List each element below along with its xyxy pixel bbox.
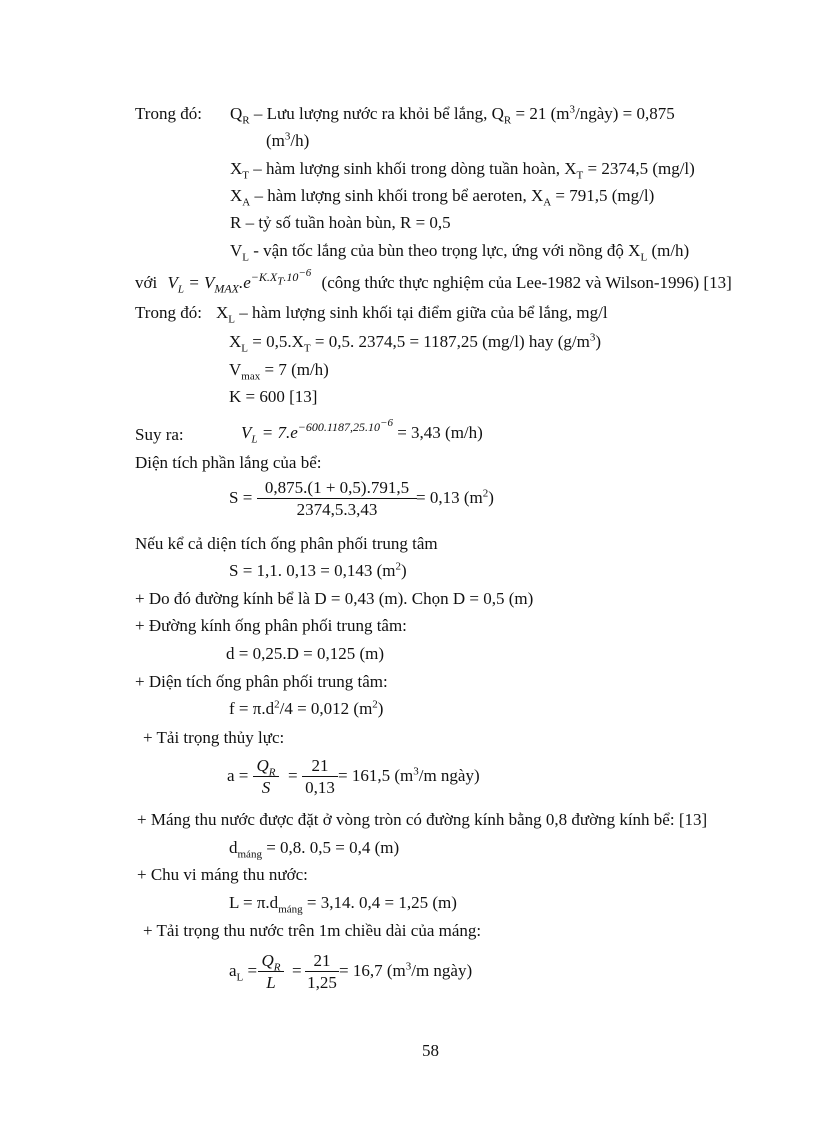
vl-formula: $V_L = V_{MAX}.e^{-K.X_T.10^{-6}}$ — [167, 267, 312, 296]
xl-definition: $X_L$ – hàm lượng sinh khối tại điểm giữa của bể lắng, mg/l — [216, 303, 608, 326]
pipe-area-title: + Diện tích ống phân phối trung tâm: — [135, 672, 388, 691]
tank-diameter: + Do đó đường kính bể là D = 0,43 (m). Chọn D = 0,5 (m) — [135, 589, 534, 608]
area-result: = 0,13 $(m^2)$ — [416, 487, 494, 507]
weir-result: = 16,7 ($m^3/m$ ngày) — [339, 960, 473, 980]
xl-calc: $X_L = 0,5.X_T = 0,5$. 2374,5 = 1187,25 (mg/l) hay $(g/m^3)$ — [229, 331, 601, 355]
vmax-value: $V_{max} = 7$ (m/h) — [229, 360, 329, 383]
weir-fraction-2: 21 1,25 — [305, 951, 339, 994]
r-definition: R – tỷ số tuần hoàn bùn, R = 0,5 — [230, 213, 451, 232]
qr-unit: $(m^3/h)$ — [266, 130, 310, 150]
hydraulic-load-title: + Tải trọng thủy lực: — [143, 728, 285, 747]
trough-diameter: $d_{máng} = 0,8$. 0,5 = 0,4 (m) — [229, 838, 400, 861]
vl-definition: $V_L$ - vận tốc lắng của bùn theo trọng lực, ứng với nồng độ $X_L$ (m/h) — [230, 241, 690, 264]
perimeter-title: + Chu vi máng thu nước: — [137, 865, 308, 884]
hydraulic-result: = 161,5 ($m^3/m$ ngày) — [338, 765, 480, 785]
perimeter-calc: $L = \pi.d_{máng} = 3,14$. 0,4 = 1,25 (m) — [229, 893, 457, 916]
suy-ra-formula: $V_L = 7.e^{-600.1187,25.10^{-6}} = 3,43$ (m/h) — [241, 417, 483, 446]
pipe-title: Nếu kể cả diện tích ống phân phối trung tâm — [135, 534, 438, 553]
formula-line: với $V_L = V_{MAX}.e^{-K.X_T.10^{-6}}$ (công thức thực nghiệm của Lee-1982 và Wilson-1996) [13] — [135, 267, 732, 296]
weir-load-title: + Tải trọng thu nước trên 1m chiều dài của máng: — [143, 921, 482, 940]
trough-title: + Máng thu nước được đặt ở vòng tròn có đường kính bằng 0,8 đường kính bể: [13] — [137, 810, 708, 829]
qr-definition: $Q_R$ – Lưu lượng nước ra khỏi bể lắng, $Q_R = 21$ $(m^3/ngày) = 0,875$ — [230, 103, 675, 127]
hydraulic-eq: = — [288, 766, 298, 785]
xl-label: Trong đó: — [135, 303, 202, 322]
suy-ra-label: Suy ra: — [135, 425, 184, 444]
hydraulic-fraction-1: $Q_R$ S — [253, 756, 279, 799]
k-value: K = 600 [13] — [229, 387, 318, 406]
area-fraction: 0,875.(1 + 0,5).791,5 2374,5.3,43 — [257, 478, 417, 521]
intro-label: Trong đó: — [135, 104, 202, 123]
pipe-diameter-title: + Đường kính ống phân phối trung tâm: — [135, 616, 407, 635]
area-title: Diện tích phần lắng của bể: — [135, 453, 322, 472]
xt-definition: $X_T$ – hàm lượng sinh khối trong dòng tuần hoàn, $X_T = 2374,5$ (mg/l) — [230, 159, 695, 182]
pipe-area-calc: $f = \pi.d^2/4 = 0,012$ $(m^2)$ — [229, 698, 384, 718]
page-number: 58 — [422, 1041, 439, 1060]
xa-definition: $X_A$ – hàm lượng sinh khối trong bể aeroten, $X_A = 791,5$ (mg/l) — [230, 186, 655, 209]
pipe-diameter-calc: d = 0,25.D = 0,125 (m) — [226, 644, 384, 663]
hydraulic-fraction-2: 21 0,13 — [302, 756, 338, 799]
weir-fraction-1: $Q_R$ L — [258, 951, 284, 994]
weir-eq: = — [292, 961, 302, 980]
weir-a-label: $a_L$ = — [229, 961, 258, 984]
area-s-label: S = — [229, 488, 253, 507]
pipe-calc: S = 1,1. 0,13 = 0,143 $(m^2)$ — [229, 560, 407, 580]
hydraulic-a-label: a = — [227, 766, 249, 785]
